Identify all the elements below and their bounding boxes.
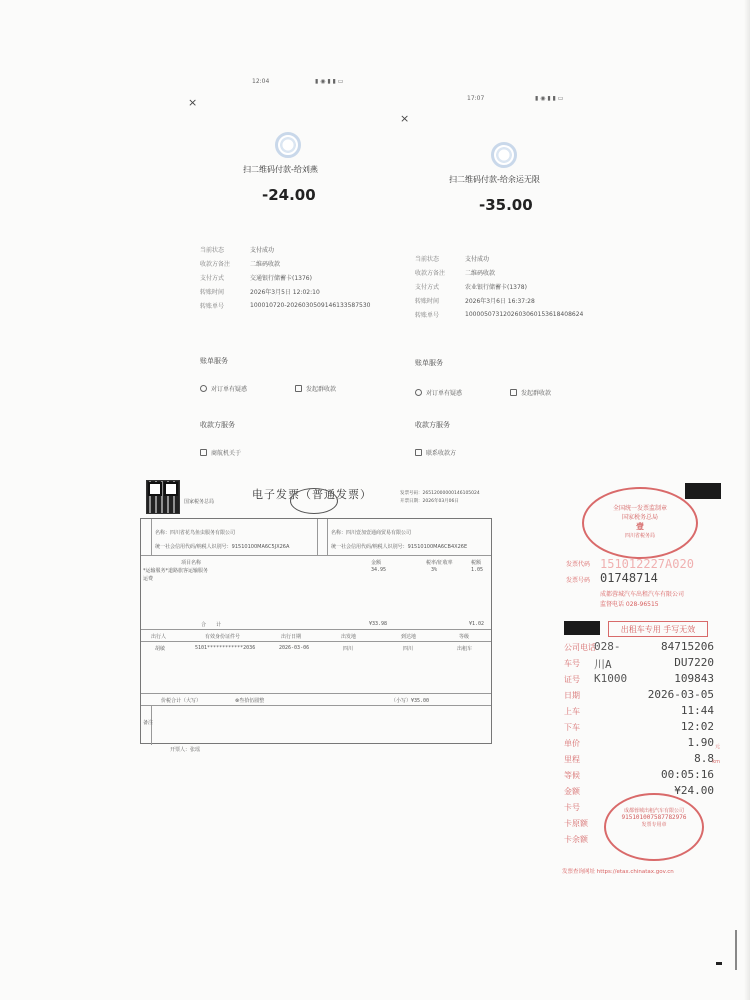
- invoice-code-label: 发票代码: [566, 561, 591, 568]
- total-tax: ¥1.02: [469, 621, 485, 627]
- redaction-block: [685, 483, 721, 499]
- receipt-field-row: 里程 8.8 km: [564, 752, 720, 765]
- group-collect-link[interactable]: 发起群收款: [295, 384, 336, 393]
- payment-detail-list: [415, 251, 583, 321]
- detail-row: 支付方式 交通银行储蓄卡(1376): [200, 274, 312, 282]
- receipt-field-row: 卡余额: [564, 835, 588, 844]
- grand-total-label: 价税合计（大写）: [161, 698, 202, 704]
- supervision-phone: 监督电话 028-96515: [600, 601, 659, 608]
- transport-cell: 5101************2036: [195, 645, 256, 651]
- invoice-meta: [400, 490, 480, 506]
- detail-row: 收款方备注 二维码收款: [200, 260, 281, 268]
- item-name: *运输服务*道路旅客运输服务: [143, 568, 209, 574]
- invoice-number-label: 发票号码: [566, 577, 591, 584]
- scan-edge-shadow: [744, 0, 750, 1000]
- section-bill-service: 账单服务: [415, 359, 443, 367]
- receipt-field-row: 车号 川A DU7220: [564, 656, 714, 671]
- message-icon: [200, 449, 207, 456]
- merchant-title: 扫二维码付款-给余运无限: [449, 175, 540, 184]
- invoice-number: 01748714: [600, 571, 658, 585]
- wechat-pay-logo-icon: [275, 132, 301, 158]
- receipt-field-row: 下车 12:02: [564, 720, 714, 733]
- question-icon: [200, 385, 207, 392]
- grand-total-small: （小写）¥35.00: [391, 698, 430, 704]
- handwritten-circle-mark: [290, 488, 338, 514]
- group-icon: [295, 385, 302, 392]
- transport-cell: 四川: [343, 646, 354, 652]
- seller-name: 名称：四川壹加壹通商贸易有限公司: [331, 530, 412, 536]
- transport-header: 到达地: [401, 634, 417, 640]
- transport-cell: 四川: [403, 646, 414, 652]
- invoice-issuer-label: 国家税务总局: [184, 499, 215, 505]
- electronic-invoice: [140, 478, 492, 772]
- receipt-field-row: 卡号: [564, 803, 580, 812]
- message-icon: [415, 449, 422, 456]
- scan-speck: [735, 930, 737, 970]
- payee-link[interactable]: 商航机关于: [200, 448, 241, 457]
- transport-header: 出行日期: [281, 634, 302, 640]
- transport-header: 出行人: [151, 634, 167, 640]
- item-rate: 3%: [431, 567, 438, 573]
- receipt-field-row: 上车 11:44: [564, 704, 714, 717]
- item-header-tax: 税额: [471, 560, 482, 566]
- order-question-link[interactable]: 对订单有疑惑: [415, 388, 462, 397]
- scan-speck: [716, 962, 722, 965]
- item-header-name: 项目名称: [181, 560, 202, 566]
- buyer-tax-id: 统一社会信用代码/纳税人识别号：91510100MA6C5JX26A: [155, 544, 290, 550]
- close-icon[interactable]: ×: [400, 112, 410, 125]
- invoice-number: 发票号码：26512000000146105024: [400, 491, 480, 496]
- detail-row: 转账时间 2026年3月6日 16:37:28: [415, 297, 535, 305]
- status-bar-time: 12:04: [252, 78, 270, 85]
- taxi-banner: 出租车专用 手写无效: [608, 621, 708, 637]
- question-icon: [415, 389, 422, 396]
- taxi-company: 成都蓉城汽车出租汽车有限公司: [600, 591, 685, 598]
- section-payee-service: 收款方服务: [415, 421, 450, 429]
- qr-code-icon: [146, 480, 180, 514]
- redaction-block: [564, 621, 600, 635]
- section-payee-service: 收款方服务: [200, 421, 235, 429]
- taxi-receipt: [560, 475, 720, 885]
- close-icon[interactable]: ×: [188, 96, 198, 109]
- total-label: 合 计: [201, 622, 222, 628]
- item-header-rate: 税率/征收率: [426, 560, 453, 566]
- detail-row: 当前状态 支付成功: [200, 246, 275, 254]
- status-icons: ▮ ◉ ▮ ▮ ▭: [315, 78, 344, 85]
- transport-cell: 出租车: [457, 646, 473, 652]
- buyer-name: 名称：四川省花鸟鱼虫服务有限公司: [155, 530, 236, 536]
- merchant-title: 扫二维码付款-给刘燕: [243, 165, 318, 174]
- receipt-field-row: 证号 K1000 109843: [564, 672, 714, 685]
- payee-link[interactable]: 联系收款方: [415, 448, 456, 457]
- detail-row: 收款方备注 二维码收款: [415, 269, 496, 277]
- item-sub: 运费: [143, 576, 154, 582]
- item-amount: 34.95: [371, 567, 387, 573]
- receipt-footer-url: 发票查询网址 https://etax.chinatax.gov.cn: [562, 869, 674, 875]
- transport-header: 有效身份证件号: [205, 634, 241, 640]
- invoice-code: 151012227A020: [600, 557, 694, 571]
- receipt-field-row: 公司电话 028- 84715206: [564, 640, 714, 653]
- invoice-table: [140, 518, 492, 744]
- payment-detail-list: [200, 242, 371, 312]
- status-bar-time: 17:07: [467, 95, 485, 102]
- transport-cell: 胡敏: [155, 646, 166, 652]
- payment-amount: -35.00: [479, 196, 533, 214]
- invoice-title: 电子发票（普通发票）: [252, 488, 372, 501]
- invoice-drawer: 开票人：张瑶: [170, 747, 201, 753]
- invoice-special-seal: 成都蓉城出租汽车有限公司 915101007587782976 发票专用章: [604, 793, 704, 861]
- receipt-field-row: 日期 2026-03-05: [564, 688, 714, 701]
- detail-row: 转账单号 1000050731202603060153618408624: [415, 310, 584, 319]
- total-amount: ¥33.98: [369, 621, 388, 627]
- receipt-field-row: 等候 00:05:16: [564, 768, 714, 781]
- transport-header: 等级: [459, 634, 470, 640]
- order-question-link[interactable]: 对订单有疑惑: [200, 384, 247, 393]
- group-icon: [510, 389, 517, 396]
- seller-tax-id: 统一社会信用代码/纳税人识别号：91510100MA6CB4X26E: [331, 544, 468, 550]
- transport-cell: 2026-03-06: [279, 645, 310, 651]
- status-icons: ▮ ◉ ▮ ▮ ▭: [535, 95, 564, 102]
- receipt-field-row: 金额 ¥24.00: [564, 784, 714, 797]
- receipt-field-row: 卡原额: [564, 819, 588, 828]
- transport-header: 出发地: [341, 634, 357, 640]
- invoice-date: 开票日期：2026年03月06日: [400, 499, 459, 504]
- detail-row: 转账单号 100010720-2026030509146133587530: [200, 301, 371, 310]
- detail-row: 当前状态 支付成功: [415, 255, 490, 263]
- tax-supervision-seal: 全国统一发票监制章 国家税务总局 壹 四川省税务局: [582, 487, 698, 559]
- grand-total-chinese: ⊗叁拾伍圆整: [235, 698, 265, 704]
- payment-receipt-left: [180, 70, 400, 470]
- remark-label: 备注: [143, 720, 154, 726]
- detail-row: 支付方式 农业银行储蓄卡(1378): [415, 283, 527, 291]
- section-bill-service: 账单服务: [200, 357, 228, 365]
- item-tax: 1.05: [471, 567, 484, 573]
- item-header-amount: 金额: [371, 560, 382, 566]
- wechat-pay-logo-icon: [491, 142, 517, 168]
- detail-row: 转账时间 2026年3月5日 12:02:10: [200, 288, 320, 296]
- group-collect-link[interactable]: 发起群收款: [510, 388, 551, 397]
- payment-amount: -24.00: [262, 186, 316, 204]
- payment-receipt-right: [395, 88, 615, 468]
- receipt-field-row: 单价 1.90 元: [564, 736, 720, 750]
